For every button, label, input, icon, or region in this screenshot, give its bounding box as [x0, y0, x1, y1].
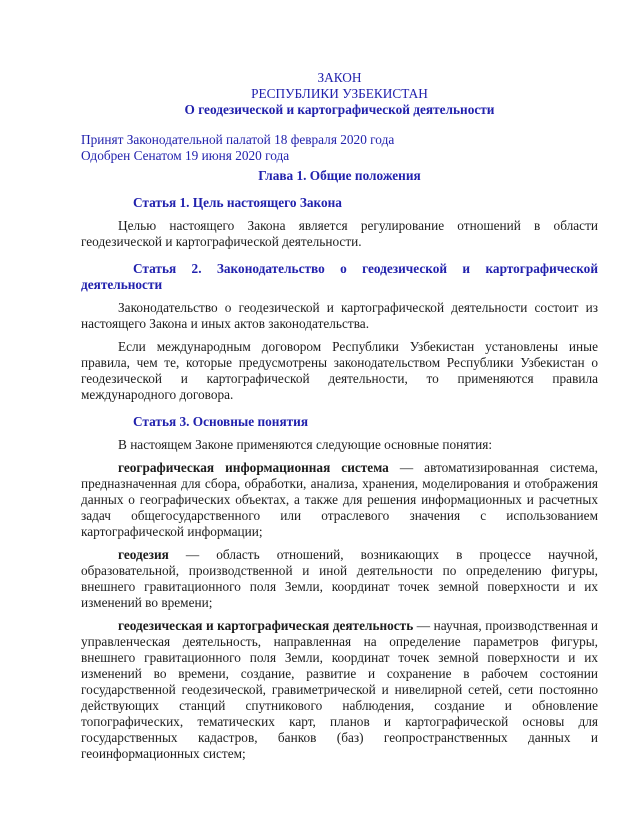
article-1-paragraph: Целью настоящего Закона является регулирование отношений в области геодезической и картографической деятельности. [81, 218, 598, 249]
adopted-line: Принят Законодательной палатой 18 февраля 2020 года [81, 132, 395, 147]
article-1-title: Статья 1. Цель настоящего Закона [133, 195, 342, 210]
term-definition-gis [81, 460, 598, 540]
chapter-1-title: Глава 1. Общие положения [258, 168, 421, 183]
term-definition-geodesic-cartographic-activity [81, 618, 598, 762]
article-3-intro: В настоящем Законе применяются следующие основные понятия: [118, 437, 493, 452]
term-label: геодезическая и картографическая деятельность [118, 618, 414, 633]
article-2-title: Статья 2. Законодательство о геодезической и картографической деятельности [81, 261, 598, 292]
term-definition-text: — автоматизированная система, предназначенная для сбора, обработки, анализа, хранения, моделирования и отображения данных о географических объектах, а также для решения информационных и расчетных задач общегосударственного или отраслевого значения с использованием картографической информации; [81, 460, 598, 539]
term-definition-text: — область отношений, возникающих в процессе научной, образовательной, производственной и иной деятельности по определению фигуры, внешнего гравитационного поля Земли, координат точек земной поверхности и их изменений во времени; [81, 547, 598, 610]
approved-line: Одобрен Сенатом 19 июня 2020 года [81, 148, 290, 163]
term-definition-geodesy [81, 547, 598, 611]
doc-kicker-republic: РЕСПУБЛИКИ УЗБЕКИСТАН [251, 86, 428, 101]
term-label: географическая информационная система [118, 460, 389, 475]
doc-title: О геодезической и картографической деятельности [184, 102, 495, 117]
term-definition-text: — научная, производственная и управленческая деятельность, направленная на определение параметров фигуры, внешнего гравитационного поля Земли, координат точек земной поверхности и их изменений во времени, создание, развитие и сохранение в рабочем состоянии государственной геодезической, гравиметрической и нивелирной сетей, сети постоянно действующих станций спутникового наблюдения, создание и обновление топографических, тематических карт, планов и картографической основы для государственных кадастров, банков (баз) геопространственных данных и геоинформационных систем; [81, 618, 598, 761]
article-2-paragraph: Законодательство о геодезической и картографической деятельности состоит из настоящего Закона и иных актов законодательства. [81, 300, 598, 331]
term-label: геодезия [118, 547, 169, 562]
doc-kicker-law: ЗАКОН [317, 70, 362, 85]
article-2-paragraph: Если международным договором Республики Узбекистан установлены иные правила, чем те, которые предусмотрены законодательством Республики Узбекистан о геодезической и картографической деятельности, то применяются правила международного договора. [81, 339, 598, 402]
article-3-title: Статья 3. Основные понятия [133, 414, 309, 429]
